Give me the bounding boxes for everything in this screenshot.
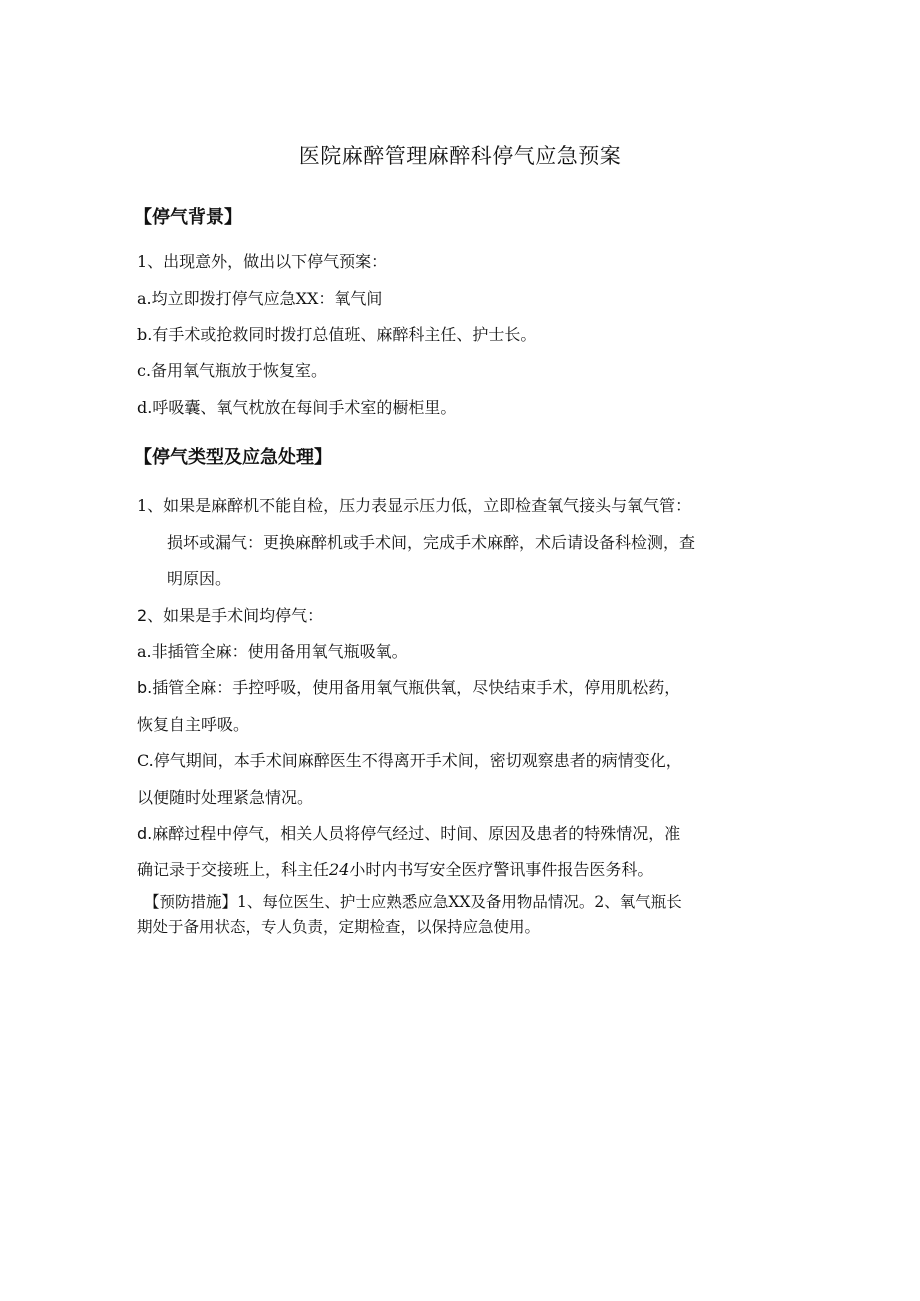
type-2-d-line-2 [137, 857, 653, 880]
document-title: 医院麻醉管理麻醉科停气应急预案 [298, 144, 622, 168]
type-2-d-hours: 24 [329, 860, 350, 879]
type-1-line-2: 损坏或漏气：更换麻醉机或手术间，完成手术麻醉，术后请设备科检测，查 [167, 533, 696, 552]
type-2-c-line-2: 以便随时处理紧急情况。 [137, 788, 314, 807]
type-1-line-3: 明原因。 [167, 569, 232, 588]
section-heading-types: 【停气类型及应急处理】 [134, 447, 332, 468]
background-line-c: c.备用氧气瓶放于恢复室。 [137, 361, 328, 380]
type-2-c-line-1: C.停气期间，本手术间麻醉医生不得离开手术间，密切观察患者的病情变化， [137, 751, 682, 770]
background-line-b: b.有手术或抢救同时拨打总值班、麻醉科主任、护士长。 [137, 325, 537, 344]
type-2-heading: 2、如果是手术间均停气： [137, 606, 324, 625]
section-heading-background: 【停气背景】 [134, 207, 242, 228]
type-2-a: a.非插管全麻：使用备用氧气瓶吸氧。 [137, 642, 408, 661]
background-line-a: a.均立即拨打停气应急XX：氧气间 [137, 289, 383, 308]
prevention-line-1: 【预防措施】1、每位医生、护士应熟悉应急XX及备用物品情况。2、氧气瓶长 [144, 893, 682, 911]
type-2-b-line-2: 恢复自主呼吸。 [137, 715, 250, 734]
type-2-d-line-2-after: 小时内书写安全医疗警讯事件报告医务科。 [349, 860, 654, 879]
type-2-d-line-2-before: 确记录于交接班上，科主任 [137, 860, 330, 879]
type-1-line-1: 1、如果是麻醉机不能自检，压力表显示压力低，立即检查氧气接头与氧气管： [137, 496, 692, 515]
prevention-line-2: 期处于备用状态，专人负责，定期检查，以保持应急使用。 [137, 918, 541, 936]
type-2-d-line-1: d.麻醉过程中停气，相关人员将停气经过、时间、原因及患者的特殊情况，准 [137, 824, 681, 843]
type-2-b-line-1: b.插管全麻：手控呼吸，使用备用氧气瓶供氧，尽快结束手术，停用肌松药， [137, 678, 681, 697]
background-line-d: d.呼吸囊、氧气枕放在每间手术室的橱柜里。 [137, 398, 457, 417]
background-line-1: 1、出现意外，做出以下停气预案： [137, 252, 388, 271]
